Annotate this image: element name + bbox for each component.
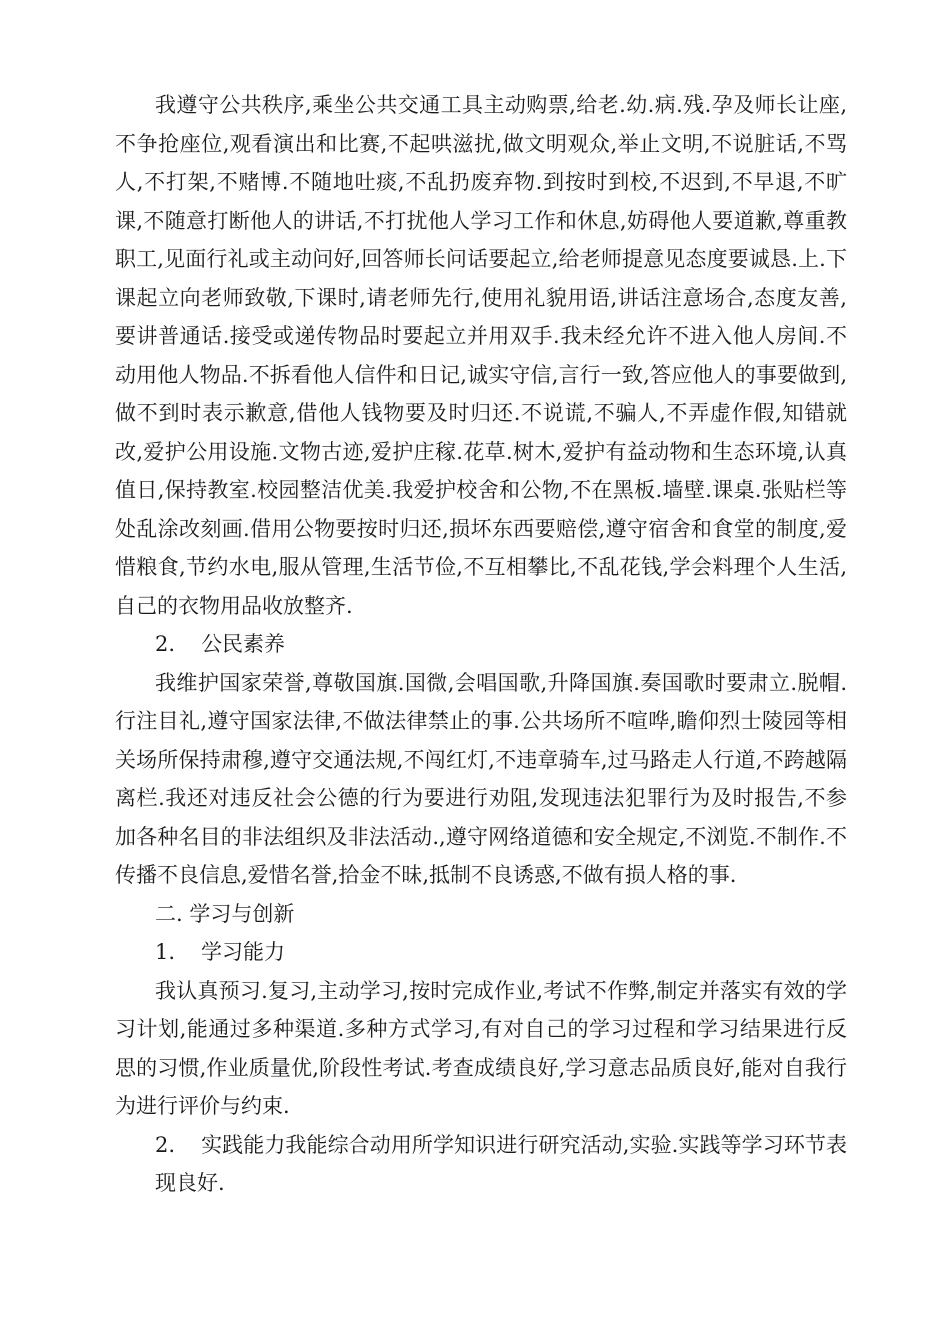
item-practice-ability — [115, 1126, 847, 1203]
heading-learning-number: 1. — [155, 940, 176, 964]
heading-learning-title: 学习能力 — [201, 940, 285, 964]
item-practice-number: 2. — [155, 1132, 176, 1157]
document-page — [115, 86, 847, 1203]
section-learning-innovation: 二. 学习与创新 — [155, 901, 295, 926]
item-practice-text: 实践能力我能综合动用所学知识进行研究活动,实验.实践等学习环节表现良好. — [155, 1132, 847, 1195]
paragraph-public-order: 我遵守公共秩序,乘坐公共交通工具主动购票,给老.幼.病.残.孕及师长让座,不争抢座位,观看演出和比赛,不起哄滋扰,做文明观众,举止文明,不说脏话,不骂人,不打架,不赌博.不随地吐痰,不乱扔废弃物.到按时到校,不迟到,不早退,不旷课,不随意打断他人的讲话,不打扰他人学习工作和休息,妨碍他人要道歉,尊重教职工,见面行礼或主动问好,回答师长问话要起立,给老师提意见态度要诚恳.上.下课起立向老师致敬,下课时,请老师先行,使用礼貌用语,讲话注意场合,态度友善,要讲普通话.接受或递传物品时要起立并用双手.我未经允许不进入他人房间.不动用他人物品.不拆看他人信件和日记,诚实守信,言行一致,答应他人的事要做到,做不到时表示歉意,借他人钱物要及时归还.不说谎,不骗人,不弄虚作假,知错就改,爱护公用设施.文物古迹,爱护庄稼.花草.树木,爱护有益动物和生态环境,认真值日,保持教室.校园整洁优美.我爱护校舍和公物,不在黑板.墙壁.课桌.张贴栏等处乱涂改刻画.借用公物要按时归还,损坏东西要赔偿,遵守宿舍和食堂的制度,爱惜粮食,节约水电,服从管理,生活节俭,不互相攀比,不乱花钱,学会料理个人生活,自己的衣物用品收放整齐. — [115, 93, 847, 618]
heading-learning-ability — [115, 933, 847, 972]
heading-civic-number: 2. — [155, 632, 176, 656]
heading-civic-literacy — [115, 625, 847, 664]
paragraph-civic-literacy: 我维护国家荣誉,尊敬国旗.国微,会唱国歌,升降国旗.奏国歌时要肃立.脱帽.行注目礼,遵守国家法律,不做法律禁止的事.公共场所不喧哗,瞻仰烈士陵园等相关场所保持肃穆,遵守交通法规,不闯红灯,不违章骑车,过马路走人行道,不跨越隔离栏.我还对违反社会公德的行为要进行劝阻,发现违法犯罪行为及时报告,不参加各种名目的非法组织及非法活动.,遵守网络道德和安全规定,不浏览.不制作.不传播不良信息,爱惜名誉,拾金不昧,抵制不良诱惑,不做有损人格的事. — [115, 670, 847, 887]
paragraph-learning-ability: 我认真预习.复习,主动学习,按时完成作业,考试不作弊,制定并落实有效的学习计划,能通过多种渠道.多种方式学习,有对自己的学习过程和学习结果进行反思的习惯,作业质量优,阶段性考试.考查成绩良好,学习意志品质良好,能对自我行为进行评价与约束. — [115, 978, 847, 1118]
heading-civic-title: 公民素养 — [201, 632, 285, 656]
